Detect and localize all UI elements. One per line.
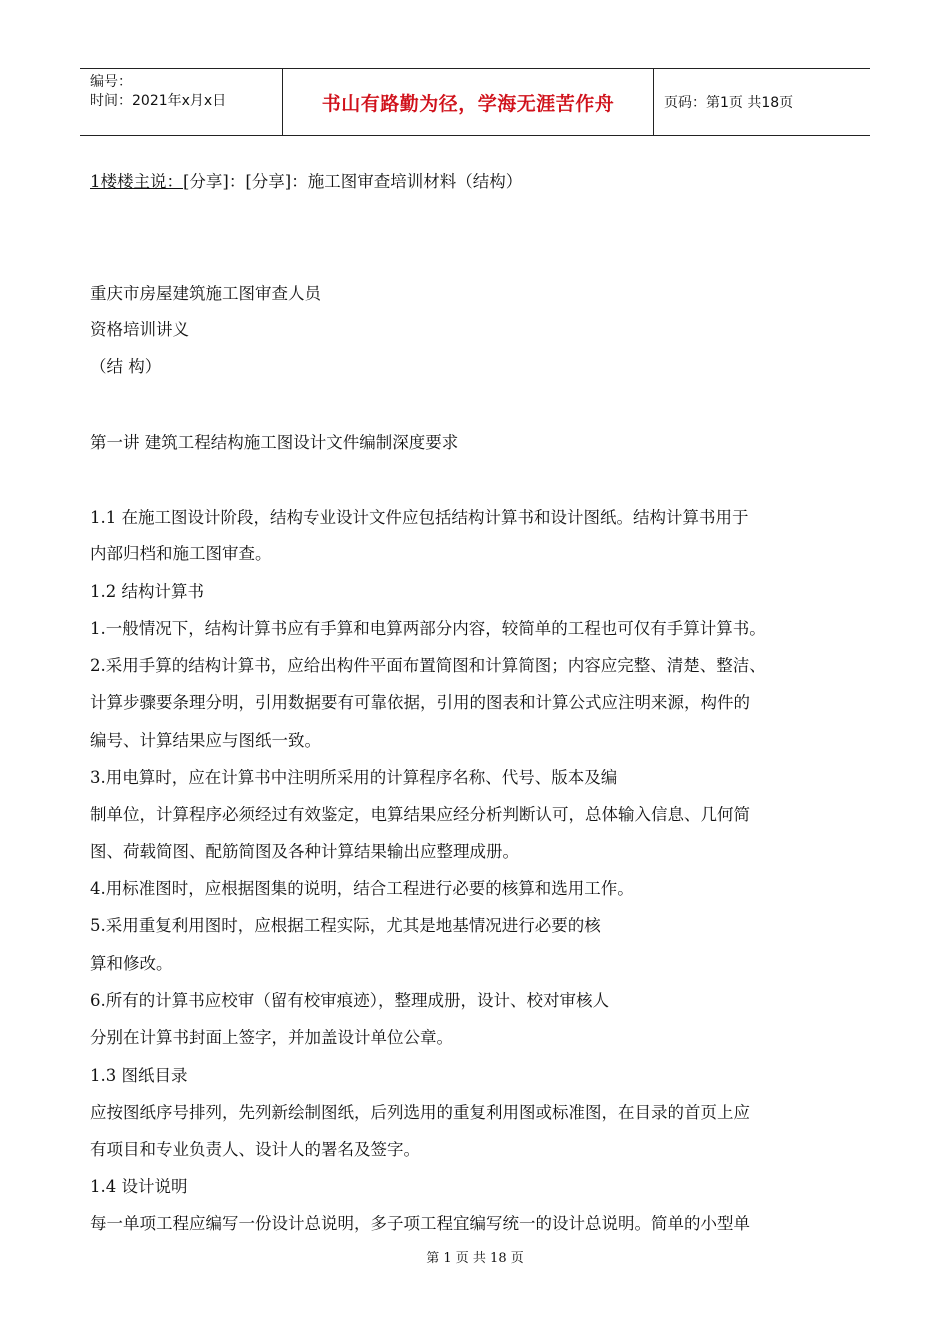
paragraph-line: 编号、计算结果应与图纸一致。 — [90, 731, 321, 750]
header-meta — [80, 69, 282, 135]
paragraph-line: 内部归档和施工图审查。 — [90, 544, 272, 563]
header-motto: 书山有路勤为径，学海无涯苦作舟 — [282, 69, 654, 135]
paragraph-line: 图、荷载简图、配筋简图及各种计算结果输出应整理成册。 — [90, 842, 519, 861]
section-heading: 第一讲 建筑工程结构施工图设计文件编制深度要求 — [90, 433, 459, 452]
paragraph-line: 1.一般情况下，结构计算书应有手算和电算两部分内容，较简单的工程也可仅有手算计算书。 — [90, 619, 766, 638]
header-page-info: 页码：第1页 共18页 — [664, 95, 794, 111]
paragraph-line: 算和修改。 — [90, 954, 173, 973]
paragraph-line: 计算步骤要条理分明，引用数据要有可靠依据，引用的图表和计算公式应注明来源，构件的 — [90, 693, 750, 712]
paragraph-line: 分别在计算书封面上签字，并加盖设计单位公章。 — [90, 1028, 453, 1047]
subsection-heading: 1.4 设计说明 — [90, 1177, 188, 1196]
paragraph-line: 每一单项工程应编写一份设计总说明，多子项工程宜编写统一的设计总说明。简单的小型单 — [90, 1214, 750, 1233]
post-title-text: [分享]：[分享]：施工图审查培训材料（结构） — [183, 172, 523, 191]
paragraph-line: （结 构） — [90, 357, 162, 376]
paragraph-line: 6.所有的计算书应校审（留有校审痕迹），整理成册，设计、校对审核人 — [90, 991, 609, 1010]
paragraph-line: 重庆市房屋建筑施工图审查人员 — [90, 284, 321, 303]
document-number: 编号： — [90, 74, 132, 90]
paragraph-line: 5.采用重复利用图时，应根据工程实际，尤其是地基情况进行必要的核 — [90, 916, 601, 935]
floor-label: 1楼楼主说： — [90, 172, 183, 191]
page-footer: 第 1 页 共 18 页 — [426, 1251, 524, 1266]
paragraph-line: 有项目和专业负责人、设计人的署名及签字。 — [90, 1140, 420, 1159]
paragraph-line: 资格培训讲义 — [90, 320, 189, 339]
subsection-heading: 1.3 图纸目录 — [90, 1066, 188, 1085]
paragraph-line: 应按图纸序号排列，先列新绘制图纸，后列选用的重复利用图或标准图，在目录的首页上应 — [90, 1103, 750, 1122]
paragraph-line: 4.用标准图时，应根据图集的说明，结合工程进行必要的核算和选用工作。 — [90, 879, 634, 898]
paragraph-line: 1.1 在施工图设计阶段，结构专业设计文件应包括结构计算书和设计图纸。结构计算书用于 — [90, 508, 749, 527]
page-header — [80, 68, 870, 136]
paragraph-line: 2.采用手算的结构计算书，应给出构件平面布置简图和计算简图；内容应完整、清楚、整洁、 — [90, 656, 766, 675]
paragraph-line: 3.用电算时，应在计算书中注明所采用的计算程序名称、代号、版本及编 — [90, 768, 618, 787]
paragraph-line: 制单位，计算程序必须经过有效鉴定，电算结果应经分析判断认可，总体输入信息、几何简 — [90, 805, 750, 824]
subsection-heading: 1.2 结构计算书 — [90, 582, 204, 601]
document-date: 时间：2021年x月x日 — [90, 93, 227, 109]
post-title — [90, 168, 522, 192]
